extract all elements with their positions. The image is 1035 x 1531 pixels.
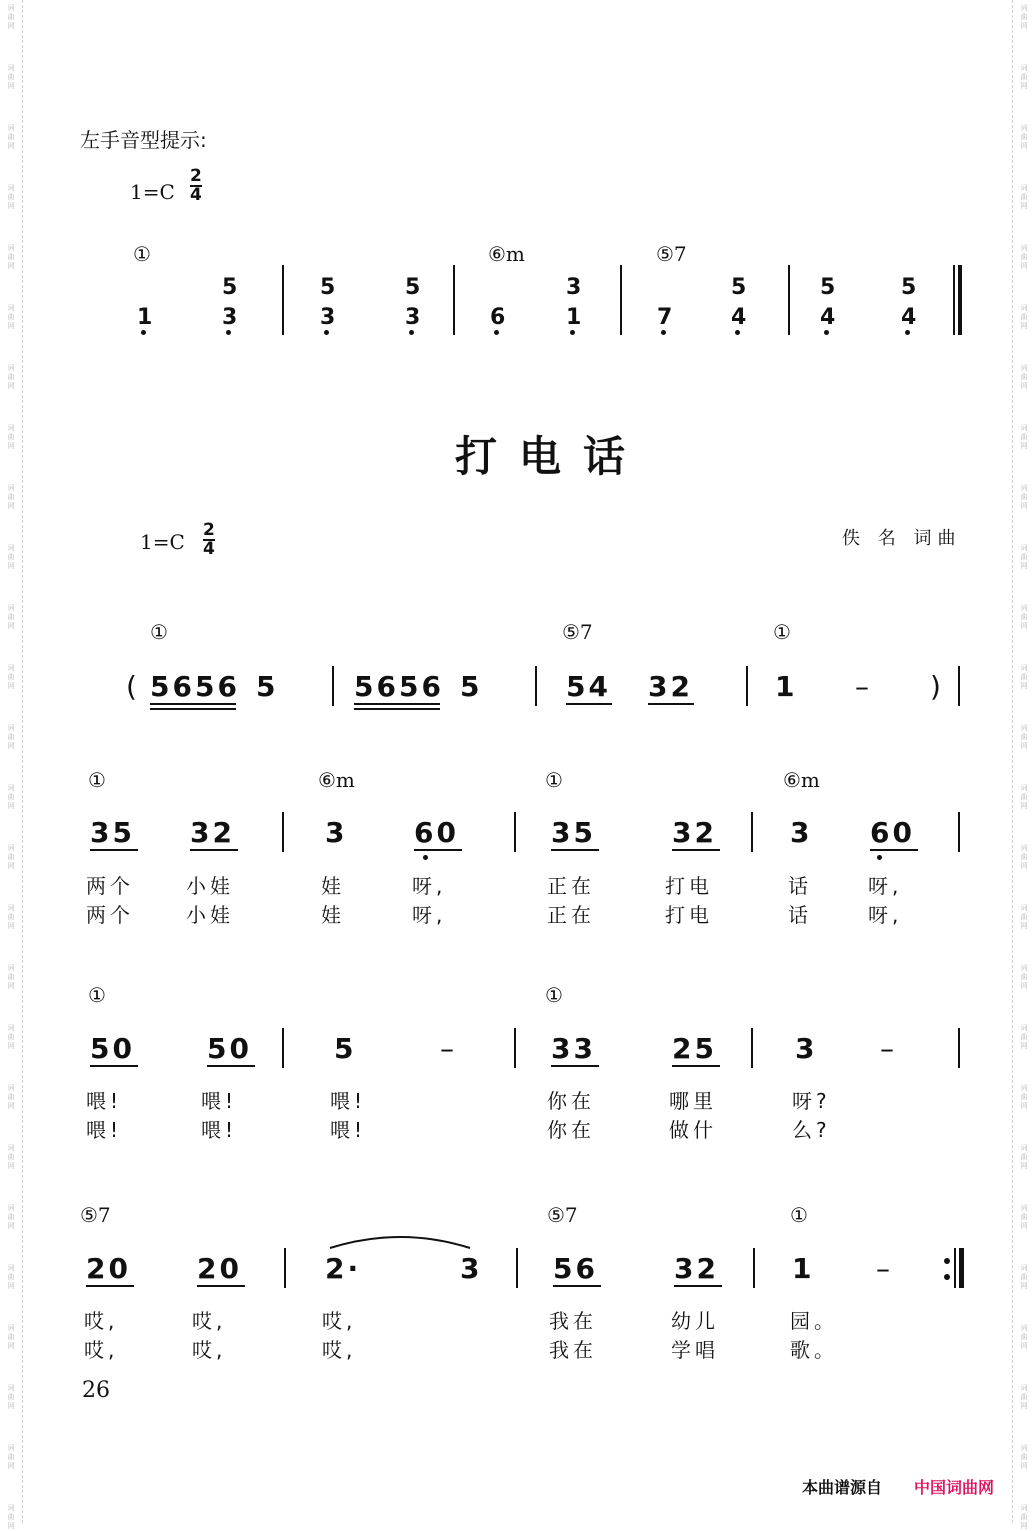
lyric-verse1: 正在 xyxy=(547,874,595,898)
note-group: 56 xyxy=(553,1252,598,1285)
low-octave-dot xyxy=(824,330,829,335)
note-group: 60 xyxy=(870,816,915,849)
lyric-verse2: 正在 xyxy=(547,903,595,927)
barline xyxy=(751,812,753,852)
watermark-text: 词 曲 网 xyxy=(7,1384,15,1410)
hint-note: 5 xyxy=(405,275,421,300)
hint-note: 7 xyxy=(657,305,673,330)
lyric-verse1: 喂! xyxy=(86,1089,123,1113)
chord-symbol: ⑤7 xyxy=(547,1203,578,1227)
chord-symbol: ① xyxy=(773,620,791,644)
lyric-verse2: 学唱 xyxy=(671,1338,719,1362)
chord-symbol: ① xyxy=(545,768,563,792)
lyric-verse2: 哎, xyxy=(192,1338,227,1362)
watermark-text: 词 曲 网 xyxy=(7,1084,15,1110)
note-group: 50 xyxy=(207,1032,252,1065)
eighth-underline xyxy=(566,703,612,705)
lyric-verse2: 么? xyxy=(792,1118,831,1142)
hint-chord: ① xyxy=(133,242,151,266)
hint-note: 6 xyxy=(490,305,506,330)
chord-symbol: ⑤7 xyxy=(80,1203,111,1227)
hint-note: 4 xyxy=(901,305,917,330)
lyric-verse2: 你在 xyxy=(547,1118,595,1142)
note-group: 32 xyxy=(672,816,717,849)
note-group: 32 xyxy=(648,670,693,703)
lyric-verse1: 喂! xyxy=(201,1089,238,1113)
watermark-text: 词 曲 网 xyxy=(7,964,15,990)
lyric-verse2: 两个 xyxy=(86,903,134,927)
lyric-verse1: 呀? xyxy=(792,1089,831,1113)
hint-note: 5 xyxy=(731,275,747,300)
lyric-verse1: 哎, xyxy=(322,1309,357,1333)
chord-symbol: ① xyxy=(150,620,168,644)
final-barline-thin xyxy=(953,265,955,335)
watermark-text: 词 曲 网 xyxy=(7,4,15,30)
barline xyxy=(753,1248,755,1288)
watermark-text: 词 曲 网 xyxy=(7,1324,15,1350)
lyric-verse2: 小娃 xyxy=(186,903,234,927)
note-group: 25 xyxy=(672,1032,717,1065)
lyric-verse2: 呀, xyxy=(868,903,903,927)
lyric-verse2: 哎, xyxy=(322,1338,357,1362)
lyric-verse1: 小娃 xyxy=(186,874,234,898)
watermark-text: 词 曲 网 xyxy=(7,1024,15,1050)
watermark-text: 词 曲 网 xyxy=(1020,4,1028,30)
note: 3 xyxy=(325,816,348,849)
note-group: 32 xyxy=(674,1252,719,1285)
lyric-verse2: 歌。 xyxy=(790,1338,838,1362)
time-bottom: 4 xyxy=(203,539,218,559)
watermark-text: 词 曲 网 xyxy=(1020,664,1028,690)
note-group: 50 xyxy=(90,1032,135,1065)
hint-note: 3 xyxy=(222,305,238,330)
lyric-verse2: 娃 xyxy=(321,903,345,927)
eighth-underline xyxy=(551,849,599,851)
watermark-text: 词 曲 网 xyxy=(7,1504,15,1530)
barline xyxy=(453,265,455,335)
lyric-verse1: 话 xyxy=(788,874,812,898)
song-title: 打电话 xyxy=(455,432,648,481)
watermark-text: 词 曲 网 xyxy=(1020,784,1028,810)
lyric-verse1: 我在 xyxy=(549,1309,597,1333)
note: 3 xyxy=(460,1252,483,1285)
note-group: 33 xyxy=(551,1032,596,1065)
dotted-note: 2· xyxy=(325,1252,362,1285)
hint-note: 5 xyxy=(901,275,917,300)
barline xyxy=(332,666,334,706)
watermark-text: 词 曲 网 xyxy=(7,1264,15,1290)
watermark-text: 词 曲 网 xyxy=(1020,1084,1028,1110)
eighth-underline xyxy=(414,849,462,851)
intro-label: 左手音型提示: xyxy=(80,128,207,152)
lyric-verse1: 呀, xyxy=(868,874,903,898)
eighth-underline xyxy=(674,1285,722,1287)
low-octave-dot xyxy=(877,855,882,860)
lyric-verse1: 喂! xyxy=(330,1089,367,1113)
watermark-text: 词 曲 网 xyxy=(7,64,15,90)
key-signature-song: 1=C xyxy=(140,530,185,554)
note-group: 35 xyxy=(551,816,596,849)
watermark-text: 词 曲 网 xyxy=(7,784,15,810)
watermark-text: 词 曲 网 xyxy=(1020,544,1028,570)
watermark-text: 词 曲 网 xyxy=(7,364,15,390)
extension-dash: – xyxy=(880,1032,897,1065)
hint-note: 1 xyxy=(566,305,582,330)
lyric-verse1: 打电 xyxy=(665,874,713,898)
eighth-underline xyxy=(553,1285,601,1287)
page-number: 26 xyxy=(82,1378,110,1403)
watermark-text: 词 曲 网 xyxy=(1020,184,1028,210)
watermark-text: 词 曲 网 xyxy=(1020,124,1028,150)
repeat-barline-thin xyxy=(954,1248,956,1288)
low-octave-dot xyxy=(905,330,910,335)
footer-source-label: 本曲谱源自 xyxy=(802,1478,883,1497)
low-octave-dot xyxy=(735,330,740,335)
hint-note: 4 xyxy=(820,305,836,330)
low-octave-dot xyxy=(141,330,146,335)
hint-chord: ⑥m xyxy=(488,242,525,266)
note: 1 xyxy=(792,1252,815,1285)
watermark-text: 词 曲 网 xyxy=(1020,1024,1028,1050)
barline xyxy=(751,1028,753,1068)
low-octave-dot xyxy=(324,330,329,335)
barline xyxy=(958,812,960,852)
lyric-verse2: 喂! xyxy=(330,1118,367,1142)
watermark-text: 词 曲 网 xyxy=(7,1204,15,1230)
lyric-verse2: 喂! xyxy=(201,1118,238,1142)
low-octave-dot xyxy=(661,330,666,335)
watermark-text: 词 曲 网 xyxy=(7,844,15,870)
note-group: 35 xyxy=(90,816,135,849)
lyric-verse2: 话 xyxy=(788,903,812,927)
chord-symbol: ⑤7 xyxy=(562,620,593,644)
hint-note: 4 xyxy=(731,305,747,330)
hint-chord: ⑤7 xyxy=(656,242,687,266)
hint-note: 1 xyxy=(137,305,153,330)
watermark-text: 词 曲 网 xyxy=(1020,1504,1028,1530)
watermark-text: 词 曲 网 xyxy=(1020,424,1028,450)
lyric-verse2: 呀, xyxy=(412,903,447,927)
lyric-verse1: 哎, xyxy=(192,1309,227,1333)
barline xyxy=(746,666,748,706)
watermark-text: 词 曲 网 xyxy=(7,424,15,450)
barline xyxy=(620,265,622,335)
watermark-text: 词 曲 网 xyxy=(7,244,15,270)
barline xyxy=(282,812,284,852)
watermark-text: 词 曲 网 xyxy=(1020,64,1028,90)
note-group: 5656 xyxy=(150,670,240,703)
time-top: 2 xyxy=(203,520,218,540)
watermark-text: 词 曲 网 xyxy=(7,304,15,330)
repeat-barline-thick xyxy=(959,1248,964,1288)
sixteenth-underline xyxy=(354,708,440,710)
key-signature: 1=C xyxy=(130,180,175,204)
watermark-text: 词 曲 网 xyxy=(1020,484,1028,510)
final-barline-thick xyxy=(958,265,962,335)
eighth-underline xyxy=(672,1065,720,1067)
watermark-text: 词 曲 网 xyxy=(7,1444,15,1470)
note: 5 xyxy=(256,670,279,703)
eighth-underline xyxy=(354,703,440,705)
lyric-verse1: 哪里 xyxy=(669,1089,717,1113)
watermark-text: 词 曲 网 xyxy=(1020,844,1028,870)
barline xyxy=(282,265,284,335)
watermark-text: 词 曲 网 xyxy=(1020,1324,1028,1350)
hint-note: 5 xyxy=(820,275,836,300)
lyric-verse2: 喂! xyxy=(86,1118,123,1142)
eighth-underline xyxy=(90,849,138,851)
author-credit: 佚 名 词曲 xyxy=(842,528,962,549)
eighth-underline xyxy=(551,1065,599,1067)
lyric-verse1: 幼儿 xyxy=(671,1309,719,1333)
watermark-text: 词 曲 网 xyxy=(1020,1264,1028,1290)
lyric-verse1: 园。 xyxy=(790,1309,838,1333)
note: 5 xyxy=(334,1032,357,1065)
watermark-text: 词 曲 网 xyxy=(1020,724,1028,750)
hint-note: 5 xyxy=(320,275,336,300)
sixteenth-underline xyxy=(150,708,236,710)
chord-symbol: ① xyxy=(88,983,106,1007)
barline xyxy=(958,1028,960,1068)
watermark-text: 词 曲 网 xyxy=(1020,244,1028,270)
open-paren: ( xyxy=(126,670,140,703)
chord-symbol: ① xyxy=(88,768,106,792)
time-signature-song xyxy=(203,522,218,558)
eighth-underline xyxy=(190,849,238,851)
low-octave-dot xyxy=(409,330,414,335)
barline xyxy=(788,265,790,335)
chord-symbol: ⑥m xyxy=(783,768,820,792)
low-octave-dot xyxy=(423,855,428,860)
barline xyxy=(535,666,537,706)
watermark-text: 词 曲 网 xyxy=(7,904,15,930)
watermark-text: 词 曲 网 xyxy=(7,544,15,570)
hint-note: 3 xyxy=(320,305,336,330)
watermark-text: 词 曲 网 xyxy=(7,604,15,630)
lyric-verse2: 做什 xyxy=(669,1118,717,1142)
watermark-text: 词 曲 网 xyxy=(7,124,15,150)
watermark-text: 词 曲 网 xyxy=(1020,304,1028,330)
lyric-verse2: 哎, xyxy=(84,1338,119,1362)
eighth-underline xyxy=(86,1285,134,1287)
lyric-verse1: 呀, xyxy=(412,874,447,898)
note: 3 xyxy=(790,816,813,849)
barline xyxy=(958,666,960,706)
extension-dash: – xyxy=(876,1252,893,1285)
lyric-verse1: 娃 xyxy=(321,874,345,898)
note-group: 5656 xyxy=(354,670,444,703)
chord-symbol: ⑥m xyxy=(318,768,355,792)
lyric-verse2: 打电 xyxy=(665,903,713,927)
eighth-underline xyxy=(648,703,694,705)
note-group: 60 xyxy=(414,816,459,849)
note: 3 xyxy=(795,1032,818,1065)
tie-arc xyxy=(325,1230,475,1252)
note-group: 20 xyxy=(86,1252,131,1285)
watermark-text: 词 曲 网 xyxy=(1020,1144,1028,1170)
note-group: 54 xyxy=(566,670,611,703)
watermark-text: 词 曲 网 xyxy=(1020,964,1028,990)
low-octave-dot xyxy=(226,330,231,335)
eighth-underline xyxy=(90,1065,138,1067)
lyric-verse1: 哎, xyxy=(84,1309,119,1333)
right-watermark-strip xyxy=(1012,0,1035,1530)
barline xyxy=(514,812,516,852)
watermark-text: 词 曲 网 xyxy=(7,724,15,750)
hint-note: 3 xyxy=(405,305,421,330)
barline xyxy=(282,1028,284,1068)
left-watermark-strip xyxy=(0,0,23,1530)
repeat-dot xyxy=(944,1258,950,1264)
hint-note: 5 xyxy=(222,275,238,300)
low-octave-dot xyxy=(494,330,499,335)
watermark-text: 词 曲 网 xyxy=(7,184,15,210)
note-group: 20 xyxy=(197,1252,242,1285)
footer-site-link[interactable]: 中国词曲网 xyxy=(914,1478,995,1497)
watermark-text: 词 曲 网 xyxy=(1020,604,1028,630)
eighth-underline xyxy=(672,849,720,851)
time-signature xyxy=(190,168,205,204)
time-bottom: 4 xyxy=(190,185,205,205)
extension-dash: – xyxy=(440,1032,457,1065)
watermark-text: 词 曲 网 xyxy=(7,484,15,510)
low-octave-dot xyxy=(570,330,575,335)
chord-symbol: ① xyxy=(545,983,563,1007)
barline xyxy=(516,1248,518,1288)
watermark-text: 词 曲 网 xyxy=(7,664,15,690)
eighth-underline xyxy=(207,1065,255,1067)
hint-note: 3 xyxy=(566,275,582,300)
watermark-text: 词 曲 网 xyxy=(7,1144,15,1170)
chord-symbol: ① xyxy=(790,1203,808,1227)
close-paren: ) xyxy=(930,670,944,703)
note: 5 xyxy=(460,670,483,703)
watermark-text: 词 曲 网 xyxy=(1020,1384,1028,1410)
eighth-underline xyxy=(197,1285,245,1287)
extension-dash: – xyxy=(855,670,872,703)
watermark-text: 词 曲 网 xyxy=(1020,1444,1028,1470)
watermark-text: 词 曲 网 xyxy=(1020,904,1028,930)
note: 1 xyxy=(775,670,798,703)
repeat-dot xyxy=(944,1274,950,1280)
eighth-underline xyxy=(150,703,236,705)
eighth-underline xyxy=(870,849,918,851)
note-group: 32 xyxy=(190,816,235,849)
lyric-verse1: 两个 xyxy=(86,874,134,898)
lyric-verse1: 你在 xyxy=(547,1089,595,1113)
barline xyxy=(284,1248,286,1288)
watermark-text: 词 曲 网 xyxy=(1020,364,1028,390)
watermark-text: 词 曲 网 xyxy=(1020,1204,1028,1230)
lyric-verse2: 我在 xyxy=(549,1338,597,1362)
time-top: 2 xyxy=(190,166,205,186)
barline xyxy=(514,1028,516,1068)
